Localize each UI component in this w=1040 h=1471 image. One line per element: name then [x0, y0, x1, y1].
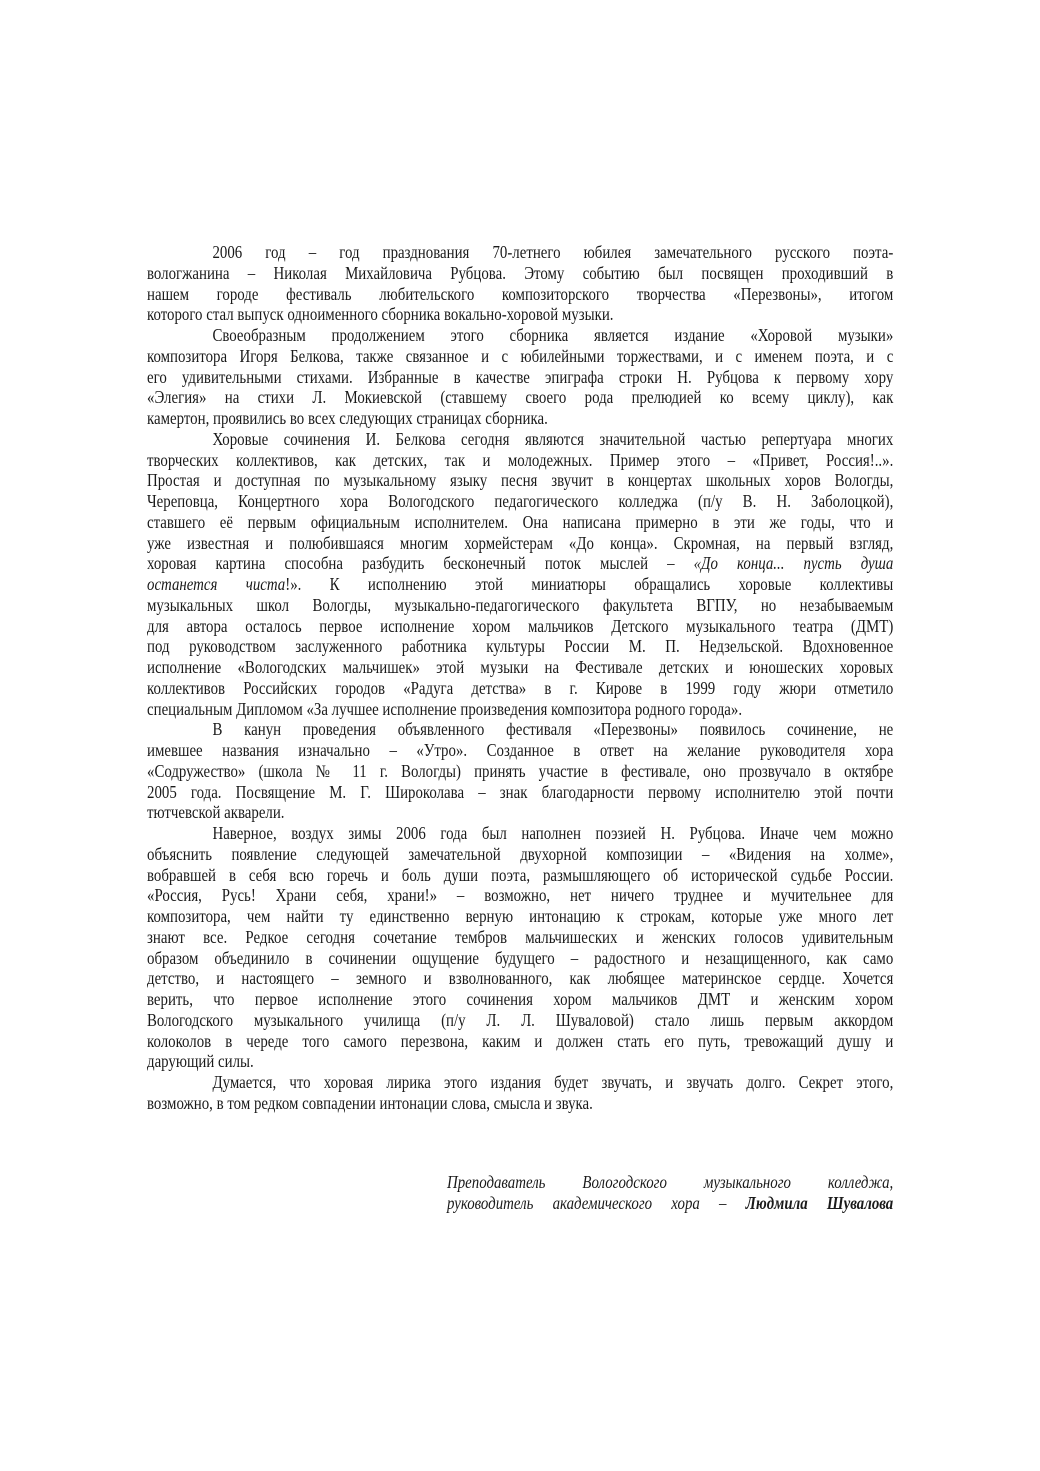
text-segment: !». К исполнению этой миниатюры обращались хоровые коллективы	[285, 574, 894, 594]
text-line: имевшее названия изначально – «Утро». Созданное в ответ на желание руководителя хора	[147, 740, 894, 760]
text-line: коллективов Российских городов «Радуга детства» в г. Кирове в 1999 году жюри отметило	[147, 677, 894, 698]
text-line: которого стал выпуск одноименного сборника вокально-хоровой музыки.	[147, 304, 614, 325]
signature-position: Преподаватель Вологодского музыкального колледжа,	[447, 1172, 894, 1192]
text-line: Хоровые сочинения И. Белкова сегодня являются значительной частью репертуара многих	[212, 428, 894, 449]
italic-quote: останется чиста	[147, 574, 286, 594]
text-line: колоколов в череде того самого перезвона, каким и должен стать его путь, тревожащий душу и	[147, 1030, 894, 1051]
text-line: специальным Дипломом «За лучшее исполнение произведения композитора родного города».	[147, 698, 743, 719]
text-line	[147, 574, 893, 595]
text-line: его удивительными стихами. Избранные в качестве эпиграфа строки Н. Рубцова к первому хору	[147, 366, 894, 387]
text-line: творческих коллективов, как детских, так и молодежных. Пример этого – «Привет, Россия!..».	[147, 449, 894, 470]
text-line: Наверное, воздух зимы 2006 года был наполнен поэзией Н. Рубцова. Иначе чем можно	[212, 823, 894, 843]
signature-role	[447, 1193, 893, 1214]
text-line: 2006 год – год празднования 70-летнего юбилея замечательного русского поэта-	[212, 242, 894, 262]
text-line: знают все. Редкое сегодня сочетание тембров мальчишеских и женских голосов удивительным	[147, 926, 894, 947]
text-line: образом объединило в сочинении ощущение будущего – радостного и незащищенного, как само	[147, 947, 894, 968]
paragraph	[147, 242, 893, 325]
text-line: музыкальных школ Вологды, музыкально-педагогического факультета ВГПУ, но незабываемым	[147, 594, 894, 615]
text-line: под руководством заслуженного работника культуры России М. П. Недзельской. Вдохновенное	[147, 636, 894, 657]
text-line: нашем городе фестиваль любительского композиторского творчества «Перезвоны», итогом	[147, 283, 894, 304]
paragraph	[147, 719, 893, 823]
text-line: исполнение «Вологодских мальчишек» этой музыки на Фестивале детских и юношеских хоровых	[147, 657, 894, 677]
text-line: уже известная и полюбившаяся многим хормейстерам «До конца». Скромная, на первый взгляд,	[147, 532, 894, 553]
text-line: верить, что первое исполнение этого сочинения хором мальчиков ДМТ и женским хором	[147, 989, 894, 1009]
paragraph	[147, 429, 893, 720]
text-line: для автора осталось первое исполнение хором мальчиков Детского музыкального театра (ДМТ)	[147, 615, 894, 636]
text-line: «Элегия» на стихи Л. Мокиевской (ставшему своего рода прелюдией ко всему циклу), как	[147, 387, 894, 408]
text-line	[147, 553, 893, 574]
paragraph	[147, 1072, 893, 1114]
text-line: Вологодского музыкального училища (п/у Л. Л. Шуваловой) стало лишь первым аккордом	[147, 1009, 894, 1030]
text-line: В канун проведения объявленного фестиваля «Перезвоны» появилось сочинение, не	[212, 719, 894, 740]
signature	[447, 1172, 893, 1214]
text-line: «Россия, Русь! Храни себя, храни!» – возможно, нет ничего труднее и мучительнее для	[147, 885, 894, 906]
text-line: вологжанина – Николая Михайловича Рубцова. Этому событию был посвящен проходивший в	[147, 262, 894, 283]
paragraph	[147, 823, 893, 1072]
text-line: ставшего её первым официальным исполнителем. Она написана примерно в эти же годы, что и	[147, 511, 894, 532]
text-line: камертон, проявились во всех следующих страницах сборника.	[147, 408, 548, 428]
text-line: возможно, в том редком совпадении интонации слова, смысла и звука.	[147, 1092, 593, 1113]
text-line: Череповца, Концертного хора Вологодского педагогического колледжа (п/у В. Н. Заболоцкой),	[147, 491, 894, 511]
text-line: Простая и доступная по музыкальному языку песня звучит в концертах школьных хоров Вологды,	[147, 470, 894, 491]
signature-author: Людмила Шувалова	[745, 1192, 894, 1213]
text-line: 2005 года. Посвящение М. Г. Широколава – знак благодарности первому исполнителю этой почти	[147, 781, 894, 802]
text-segment: хоровая картина способна разбудить бесконечный поток мыслей –	[147, 553, 694, 574]
text-line: Своеобразным продолжением этого сборника является издание «Хоровой музыки»	[212, 325, 894, 345]
text-line: Думается, что хоровая лирика этого издания будет звучать, и звучать долго. Секрет этого,	[212, 1072, 894, 1092]
text-line: дарующий силы.	[147, 1051, 254, 1072]
text-line: композитора, чем найти ту единственно верную интонацию к строкам, которые уже много лет	[147, 906, 894, 926]
text-line: «Содружество» (школа № 11 г. Вологды) принять участие в фестивале, оно прозвучало в октябре	[147, 760, 894, 781]
signature-role-text: руководитель академического хора –	[447, 1192, 746, 1213]
text-line: тютчевской акварели.	[147, 802, 285, 823]
text-line: композитора Игоря Белкова, также связанное и с юбилейными торжествами, и с именем поэта, и с	[147, 345, 894, 366]
text-line: детство, и настоящего – земного и взволнованного, как любящее материнское сердце. Хочется	[147, 968, 894, 989]
article-body	[147, 242, 893, 1114]
text-line: вобравшей в себя всю горечь и боль души поэта, размышляющего об исторической судьбе России.	[147, 864, 894, 885]
italic-quote: «До конца... пусть душа	[693, 553, 894, 574]
paragraph	[147, 325, 893, 429]
text-line: объяснить появление следующей замечательной двухорной композиции – «Видения на холме»,	[147, 843, 894, 864]
